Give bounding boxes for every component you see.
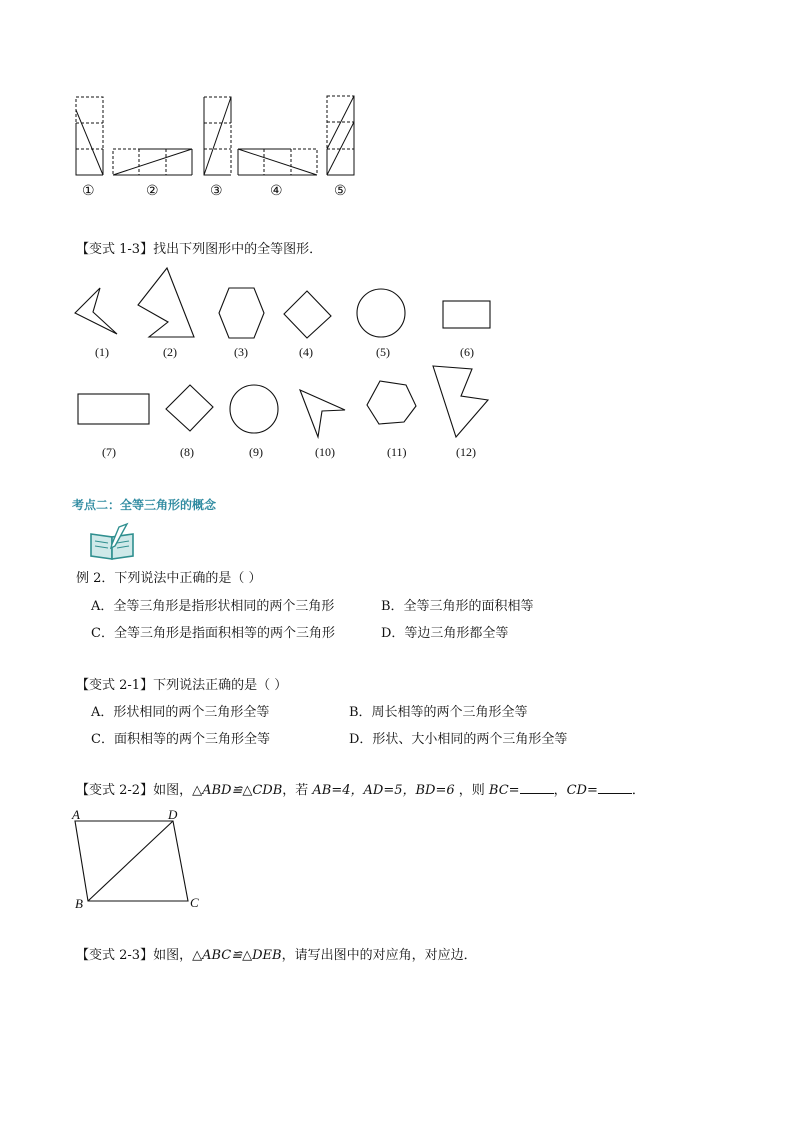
fold-label-1: ① (82, 184, 95, 199)
variant-2-2-text-b: ，若 (282, 783, 313, 798)
shape-label-5: (5) (376, 345, 390, 359)
shape-9 (230, 385, 278, 433)
variant-2-2-sep: ， (553, 783, 567, 798)
example-2-option-c: C．全等三角形是指面积相等的两个三角形 (91, 626, 335, 641)
section-2-heading: 考点二：全等三角形的概念 (72, 498, 217, 512)
shape-label-4: (4) (299, 345, 313, 359)
shape-1 (75, 288, 117, 334)
point-label-d: D (168, 807, 178, 822)
fold-label-4: ④ (270, 184, 283, 199)
example-2-option-d: D．等边三角形都全等 (381, 626, 509, 641)
shape-11 (367, 381, 416, 424)
fold-figure-2 (113, 149, 192, 175)
answer-blank-2[interactable] (598, 781, 632, 794)
variant-2-2-text-c: ，则 (454, 783, 489, 798)
shape-label-7: (7) (102, 445, 116, 459)
variant-2-1-option-c: C．面积相等的两个三角形全等 (91, 732, 270, 747)
shape-label-12: (12) (456, 445, 476, 459)
point-label-b: B (75, 896, 83, 911)
shape-label-1: (1) (95, 345, 109, 359)
answer-blank-1[interactable] (520, 781, 554, 794)
shape-6 (443, 301, 490, 328)
shape-label-2: (2) (163, 345, 177, 359)
variant-2-2-congruence: △ABD≌△CDB (192, 783, 283, 798)
fold-label-2: ② (146, 184, 159, 199)
variant-2-2-ask-1: BC= (488, 783, 520, 798)
variant-2-2-text-a: 如图， (153, 783, 193, 798)
example-2-option-b: B．全等三角形的面积相等 (381, 599, 534, 614)
variant-2-1-option-b: B．周长相等的两个三角形全等 (349, 705, 528, 720)
parallelogram-figure (0, 0, 794, 120)
shape-label-9: (9) (249, 445, 263, 459)
shape-10 (300, 390, 345, 437)
fold-label-5: ⑤ (334, 184, 347, 199)
shape-4 (284, 291, 331, 338)
variant-2-1-tag: 【变式 2-1】 (76, 678, 154, 693)
variant-1-3-tag: 【变式 1-3】 (76, 242, 154, 257)
variant-2-3-question (76, 947, 477, 965)
variant-2-1-text: 下列说法正确的是（ ） (153, 678, 288, 693)
shape-label-3: (3) (234, 345, 248, 359)
variant-2-1-option-a: A．形状相同的两个三角形全等 (91, 705, 270, 720)
fold-label-3: ③ (210, 184, 223, 199)
shape-7 (78, 394, 149, 424)
shape-3 (219, 288, 264, 338)
variant-2-1-option-d: D．形状、大小相同的两个三角形全等 (349, 732, 568, 747)
shape-label-8: (8) (180, 445, 194, 459)
point-label-c: C (190, 895, 199, 910)
example-2-stem: 例 2．下列说法中正确的是（ ） (76, 571, 262, 586)
variant-2-3-congruence: △ABC≌△DEB (192, 948, 282, 963)
variant-2-2-end: ． (631, 783, 645, 798)
shape-5 (357, 289, 405, 337)
variant-2-1-question (76, 677, 287, 695)
variant-2-3-tag: 【变式 2-3】 (76, 948, 154, 963)
fold-figure-4 (238, 149, 317, 175)
shape-label-6: (6) (460, 345, 474, 359)
shape-label-10: (10) (315, 445, 335, 459)
variant-2-3-text-b: ，请写出图中的对应角，对应边． (281, 948, 477, 963)
variant-2-3-text-a: 如图， (153, 948, 193, 963)
variant-2-2-ask-2: CD= (566, 783, 598, 798)
variant-1-3-question (76, 241, 322, 259)
book-pencil-icon (89, 524, 139, 560)
shape-2 (138, 268, 194, 337)
point-label-a: A (72, 807, 80, 822)
shape-12 (433, 366, 488, 437)
variant-2-2-tag: 【变式 2-2】 (76, 783, 154, 798)
variant-2-2-given: AB=4，AD=5，BD=6 (312, 783, 455, 798)
shape-label-11: (11) (387, 445, 407, 459)
variant-2-2-question (76, 781, 645, 800)
example-2-option-a: A．全等三角形是指形状相同的两个三角形 (91, 599, 335, 614)
shape-8 (166, 385, 213, 431)
variant-1-3-text: 找出下列图形中的全等图形． (153, 242, 323, 257)
